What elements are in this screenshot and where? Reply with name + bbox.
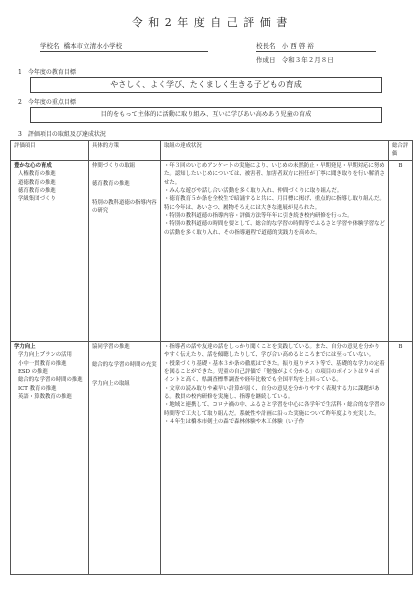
status-paragraph: ・年３回のいじめアンケートの実施により、いじめの未然防止・早期発見・早期対応に努めた。認知したいじめについては、被害者、加害者双方に担任が丁寧に聞き取りを行い解消させた。 (164, 162, 385, 186)
header-grade: 総合評価 (389, 141, 413, 161)
item-sub: 徳育教育の推進 (18, 187, 56, 194)
item-sub: 道徳教育の推進 (18, 179, 56, 186)
section1-heading: 1 今年度の教育目標 (18, 69, 76, 76)
school-line (40, 41, 208, 52)
status-paragraph: ・みんな遊びや話し合い活動を多く取り入れ、仲間づくりに取り組んだ。 (164, 187, 343, 194)
header-item: 評価項目 (11, 141, 89, 161)
grade-cell: B (389, 341, 413, 574)
created-label: 作成日 (256, 56, 276, 64)
created-date: 令和３年２月８日 (281, 56, 334, 64)
item-sub: 学級集団づくり (18, 196, 56, 203)
section3-heading: 3 評価項目の取組及び達成状況 (18, 131, 106, 138)
item-sub: ESD の推進 (18, 368, 48, 375)
header-status: 取組の達成状況 (161, 141, 389, 161)
measures-cell (89, 160, 161, 341)
measure: 徳育教育の推進 (92, 181, 130, 188)
measure: 総合的な学習の時間の充実 (92, 362, 157, 369)
created-line (256, 55, 386, 64)
item-sub: 学力向上プランの活用 (18, 352, 72, 359)
document-title: 令 和 2 年 度 自 己 評 価 書 (131, 16, 289, 29)
principal-name: 小 西 啓 裕 (281, 42, 314, 50)
measures-cell (89, 341, 161, 574)
section2-heading: 2 今年度の重点目標 (18, 99, 76, 106)
status-paragraph: ・特別の教科道徳の指導内容・評価方法等年年に引き続き校内研修を行った。 (164, 213, 353, 219)
status-cell (161, 341, 389, 574)
item-title: 豊かな心の育成 (14, 162, 52, 169)
status-paragraph: ・徳育教育５か条を全校生で暗誦すると共に、月目標に掲げ、重点的に指導し取り組んだ。特に今年は、あいさつ、履物そろえには大きな進展が見られた。 (164, 196, 385, 211)
grade-cell: B (389, 160, 413, 341)
priority-goal: 目的をもって主体的に活動に取り組み、互いに学びあい高めあう児童の育成 (100, 111, 312, 118)
status-paragraph: ・文章の読み取りや素早い計算が弱く、自分の意見を分かりやすく表現する力に課題がある。教員の校内研修を実施し、指導を継続している。 (164, 385, 380, 400)
item-sub: 総合的な学習の時間の推進 (18, 377, 83, 384)
item-sub: ICT 教育の推進 (18, 385, 57, 392)
evaluation-table (10, 140, 413, 575)
school-label: 学校名 (40, 42, 60, 50)
evaluation-item-cell (11, 160, 89, 341)
header-measures: 具体的方策 (89, 141, 161, 161)
measure: 特別の教科道徳の指導内容の研究 (92, 199, 157, 214)
item-sub: 英語・算数教育の推進 (18, 394, 72, 400)
status-paragraph: ・指導者の話や友達の話をしっかり聞くことを実践している。また、自分の意見を分かりやすく伝えたり、話を傾聴したりして、学び合い高めるところまでには至っていない。 (164, 343, 380, 359)
education-goal: やさしく、よく学び、たくましく生きる子どもの育成 (110, 80, 302, 89)
evaluation-item-cell (11, 341, 89, 574)
status-paragraph: ・地域と連携して、コロナ禍の中、ふるさと学習を中心に各学年で生活科・総合的な学習の時間等で工夫して取り組んだ。系統性や計画に沿った実施について昨年度より充実した。 (164, 402, 385, 417)
item-sub: 小中一貫教育の推進 (18, 360, 67, 367)
school-name: 橋本市立清水小学校 (63, 42, 123, 50)
status-paragraph: ・授業づくり基礎・基本３か条の徹底はできた。振り返りテスト等で、基礎的な学力の定着を図ることができた。児童の自己評価で「勉強がよく分かる」の項目のポイントは９４ポイントと高く、県調査標準調査や経年比較でも全国平均を上回っている。 (164, 360, 385, 384)
table-row (11, 341, 413, 574)
status-cell (161, 160, 389, 341)
status-paragraph: ・４年生は橋本市剣土の森で森林体験や木工体験（い子作 (164, 419, 305, 426)
table-row (11, 160, 413, 341)
principal-label: 校長名 (256, 42, 276, 50)
section1-box (30, 77, 382, 93)
item-sub: 人権教育の推進 (18, 171, 56, 178)
status-paragraph: ・特別の教科道徳の時間を要として、総合的な学習の時間等でふるさと学習や体験学習などの活動を多く取り入れ、その指導過程で道徳的実践力を高めた。 (164, 221, 385, 236)
measure: 協同学習の推進 (92, 343, 130, 350)
section2-box (30, 107, 382, 123)
table-header-row (11, 141, 413, 161)
item-title: 学力向上 (14, 343, 36, 350)
measure: 学力向上の取組 (92, 380, 130, 387)
principal-line (256, 41, 376, 52)
measure: 仲間づくりの取組 (92, 162, 136, 169)
